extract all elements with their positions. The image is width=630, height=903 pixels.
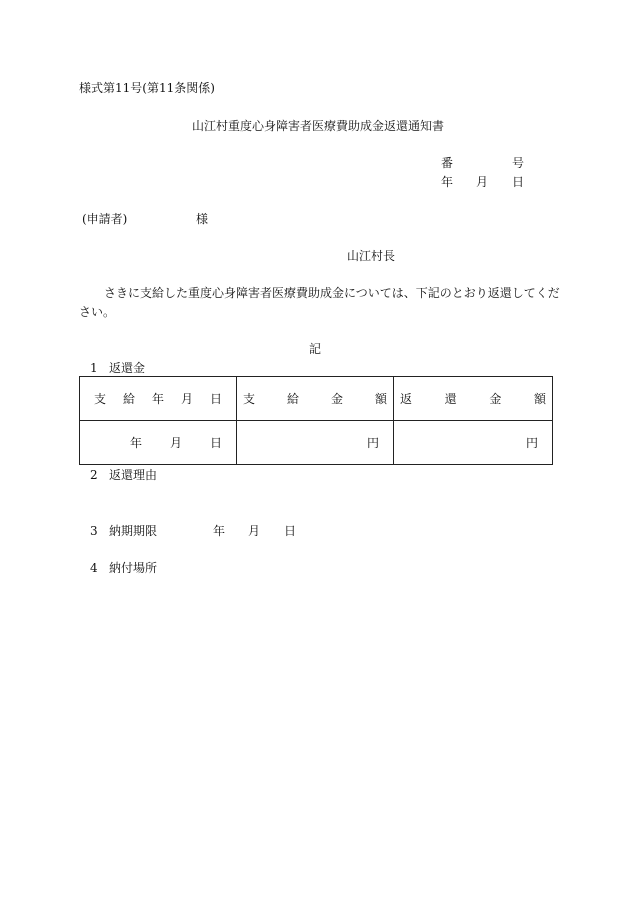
form-number-label: 様式第11号(第11条関係) (79, 81, 215, 95)
section-3-month: 月 (248, 524, 261, 538)
section-3-year: 年 (213, 524, 226, 538)
section-2-label: 返還理由 (109, 468, 158, 482)
ki-heading: 記 (309, 342, 322, 356)
section-3-number: 3 (90, 524, 98, 538)
date-day: 日 (512, 175, 525, 189)
header-char: 年 (151, 391, 164, 406)
cell-year: 年 (129, 435, 142, 450)
section-4-number: 4 (90, 561, 98, 575)
date-month: 月 (476, 175, 489, 189)
body-text-line-1: さきに支給した重度心身障害者医療費助成金については、下記のとおり返還してくだ (104, 286, 560, 300)
applicant-label: (申請者) (82, 212, 128, 226)
table-row (80, 421, 553, 465)
cell-yen-1: 円 (366, 435, 379, 450)
cell-payment-amount (237, 421, 394, 465)
header-char: 支 (243, 391, 256, 406)
section-2-number: 2 (90, 468, 98, 482)
number-go: 号 (512, 156, 525, 170)
cell-payment-date (80, 421, 237, 465)
header-char: 金 (489, 391, 502, 406)
section-1-label: 返還金 (109, 361, 146, 375)
header-char: 給 (286, 391, 299, 406)
body-text-line-2: さい。 (79, 305, 116, 319)
header-char: 日 (209, 391, 222, 406)
header-char: 還 (444, 391, 457, 406)
section-1-number: 1 (90, 361, 98, 375)
section-3-day: 日 (284, 524, 297, 538)
header-char: 月 (180, 391, 193, 406)
header-char: 額 (374, 391, 387, 406)
header-char: 支 (94, 391, 107, 406)
header-payment-date (80, 377, 237, 421)
document-title: 山江村重度心身障害者医療費助成金返還通知書 (192, 119, 445, 133)
header-char: 金 (330, 391, 343, 406)
cell-day: 日 (209, 435, 222, 450)
header-char: 返 (400, 391, 413, 406)
header-char: 給 (122, 391, 135, 406)
table-header-row (80, 377, 553, 421)
section-3-label: 納期期限 (109, 524, 158, 538)
issuer-name: 山江村長 (347, 249, 396, 263)
refund-table (79, 376, 553, 465)
cell-yen-2: 円 (525, 435, 538, 450)
section-4-label: 納付場所 (109, 561, 158, 575)
number-ban: 番 (441, 156, 454, 170)
header-char: 額 (533, 391, 546, 406)
header-payment-amount (237, 377, 394, 421)
header-refund-amount (394, 377, 553, 421)
cell-month: 月 (169, 435, 182, 450)
cell-refund-amount (394, 421, 553, 465)
date-year: 年 (441, 175, 454, 189)
applicant-sama: 様 (196, 212, 209, 226)
